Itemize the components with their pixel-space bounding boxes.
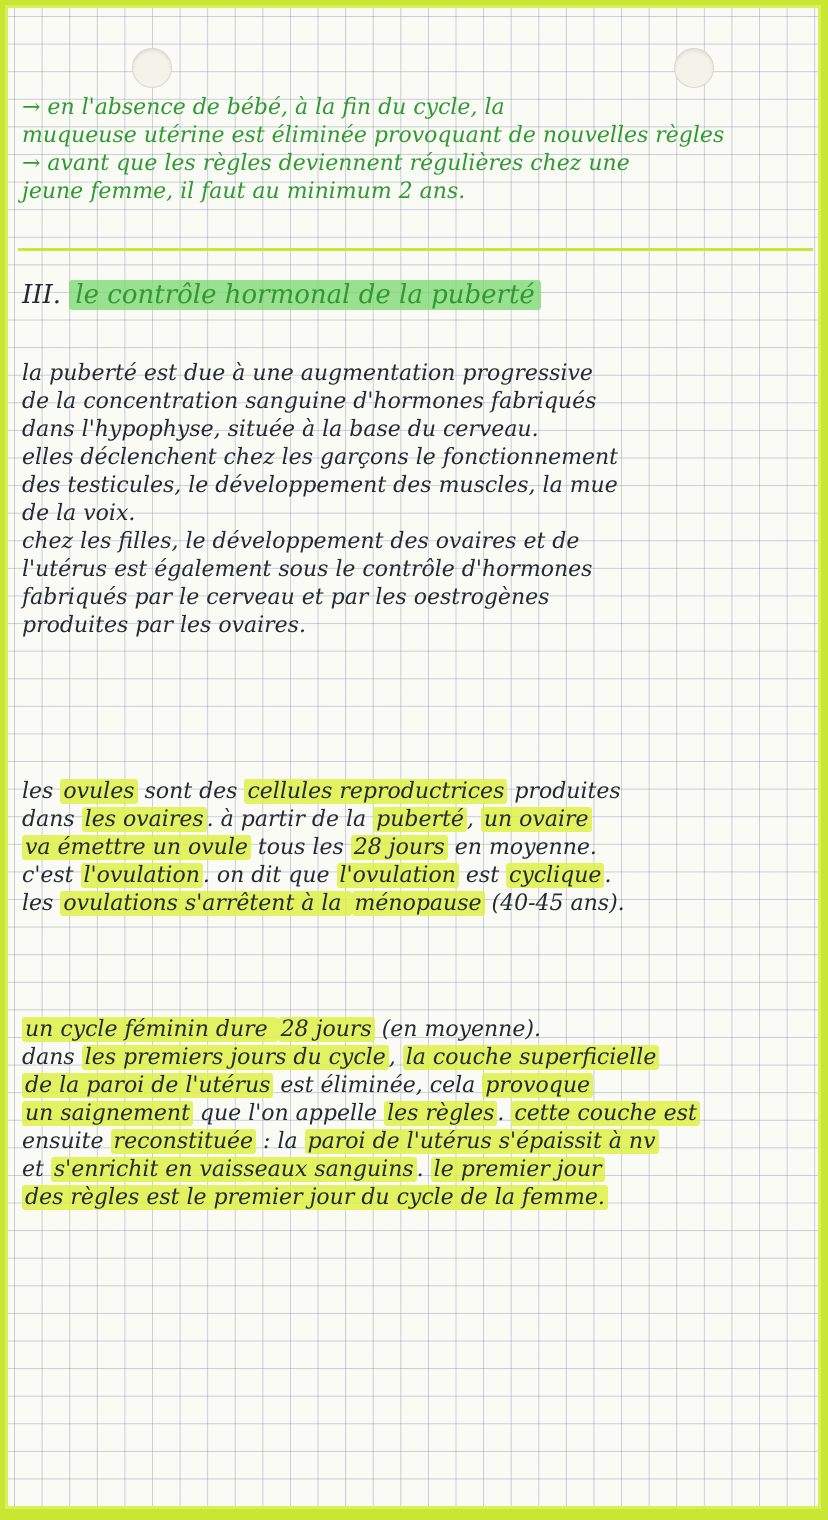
text-line: les ovules sont des cellules reproductrices produites [22, 779, 621, 804]
text-line: de la voix. [22, 501, 136, 526]
paragraph-puberty [22, 360, 812, 640]
text-line: un saignement que l'on appelle les règles . cette couche est [22, 1100, 812, 1128]
text-line: dans les premiers jours du cycle , la couche superficielle [22, 1044, 812, 1072]
text-line: les ovulations s'arrêtent à la ménopause (40-45 ans). [22, 891, 625, 916]
section-number: III. [22, 280, 62, 310]
text-line: produites par les ovaires. [22, 613, 306, 638]
text-line: des testicules, le développement des muscles, la mue [22, 473, 618, 498]
section-title: le contrôle hormonal de la puberté [69, 280, 540, 310]
text-line: de la concentration sanguine d'hormones fabriqués [22, 389, 597, 414]
text-line: la puberté est due à une augmentation progressive [22, 361, 593, 386]
section-divider [18, 248, 813, 251]
text-line: → avant que les règles deviennent régulières chez une [22, 151, 630, 176]
paragraph-cycle [22, 1016, 812, 1212]
text-line: va émettre un ovule tous les 28 jours en moyenne. [22, 834, 812, 862]
text-line: fabriqués par le cerveau et par les oestrogènes [22, 585, 550, 610]
text-line: des règles est le premier jour du cycle de la femme. [22, 1184, 812, 1212]
text-line: muqueuse utérine est éliminée provoquant de nouvelles règles [22, 123, 725, 148]
text-line: chez les filles, le développement des ovaires et de [22, 529, 580, 554]
section-heading [22, 280, 812, 314]
text-line: dans l'hypophyse, située à la base du cerveau. [22, 417, 539, 442]
punch-hole-right [674, 48, 714, 88]
text-line: et s'enrichit en vaisseaux sanguins . le premier jour [22, 1156, 812, 1184]
notebook-card [8, 8, 818, 1506]
text-line: de la paroi de l'utérus est éliminée, cela provoque [22, 1072, 812, 1100]
paragraph-ovulation [22, 778, 812, 918]
text-line: dans les ovaires . à partir de la puberté , un ovaire [22, 806, 812, 834]
punch-hole-left [132, 48, 172, 88]
text-line: un cycle féminin dure 28 jours (en moyenne). [22, 1016, 812, 1044]
text-line: c'est l'ovulation . on dit que l'ovulation est cyclique . [22, 863, 612, 888]
text-line: elles déclenchent chez les garçons le fonctionnement [22, 445, 619, 470]
text-line: l'utérus est également sous le contrôle d'hormones [22, 557, 593, 582]
text-line: jeune femme, il faut au minimum 2 ans. [22, 179, 466, 204]
intro-note [22, 94, 812, 206]
text-line: → en l'absence de bébé, à la fin du cycle, la [22, 95, 505, 120]
text-line: ensuite reconstituée : la paroi de l'utérus s'épaissit à nv [22, 1128, 812, 1156]
